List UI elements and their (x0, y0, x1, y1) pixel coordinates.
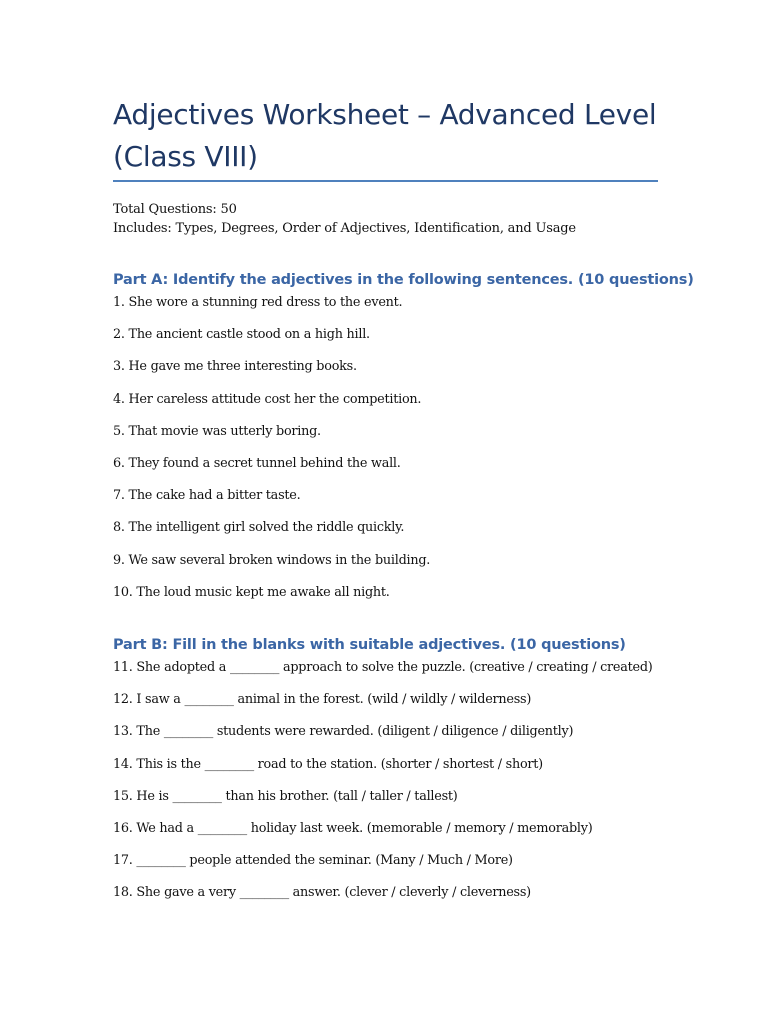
part-b-question-list (113, 659, 653, 902)
question-item: 7. The cake had a bitter taste. (113, 488, 301, 504)
question-item: 5. That movie was utterly boring. (113, 423, 321, 439)
question-item: 3. He gave me three interesting books. (113, 359, 357, 375)
question-item: 18. She gave a very ________ answer. (clever / cleverly / cleverness) (113, 885, 531, 901)
total-questions-text: Total Questions: 50 (113, 202, 237, 217)
question-item: 6. They found a secret tunnel behind the wall. (113, 455, 401, 471)
includes-text: Includes: Types, Degrees, Order of Adjectives, Identification, and Usage (113, 221, 576, 236)
question-item: 9. We saw several broken windows in the building. (113, 552, 431, 568)
question-item: 14. This is the ________ road to the station. (shorter / shortest / short) (113, 756, 543, 772)
question-item: 17. ________ people attended the seminar. (Many / Much / More) (113, 853, 513, 869)
question-item: 16. We had a ________ holiday last week. (memorable / memory / memorably) (113, 820, 593, 836)
question-item: 11. She adopted a ________ approach to solve the puzzle. (creative / creating / created) (113, 660, 653, 675)
question-item: 8. The intelligent girl solved the riddle quickly. (113, 520, 405, 536)
page-title: Adjectives Worksheet – Advanced Level (Class VIII) (113, 98, 657, 173)
title-divider (113, 180, 658, 182)
worksheet-meta (113, 200, 576, 238)
question-item: 13. The ________ students were rewarded. (diligent / diligence / diligently) (113, 724, 574, 740)
part-b-heading: Part B: Fill in the blanks with suitable adjectives. (10 questions) (113, 637, 626, 653)
question-item: 15. He is ________ than his brother. (tall / taller / tallest) (113, 788, 458, 804)
question-item: 4. Her careless attitude cost her the competition. (113, 391, 422, 407)
question-item: 12. I saw a ________ animal in the forest. (wild / wildly / wilderness) (113, 692, 532, 708)
question-item: 2. The ancient castle stood on a high hill. (113, 327, 370, 343)
question-item: 1. She wore a stunning red dress to the event. (113, 295, 403, 310)
part-a-question-list (113, 294, 430, 602)
question-item: 10. The loud music kept me awake all night. (113, 584, 390, 600)
part-a-heading: Part A: Identify the adjectives in the following sentences. (10 questions) (113, 272, 694, 288)
